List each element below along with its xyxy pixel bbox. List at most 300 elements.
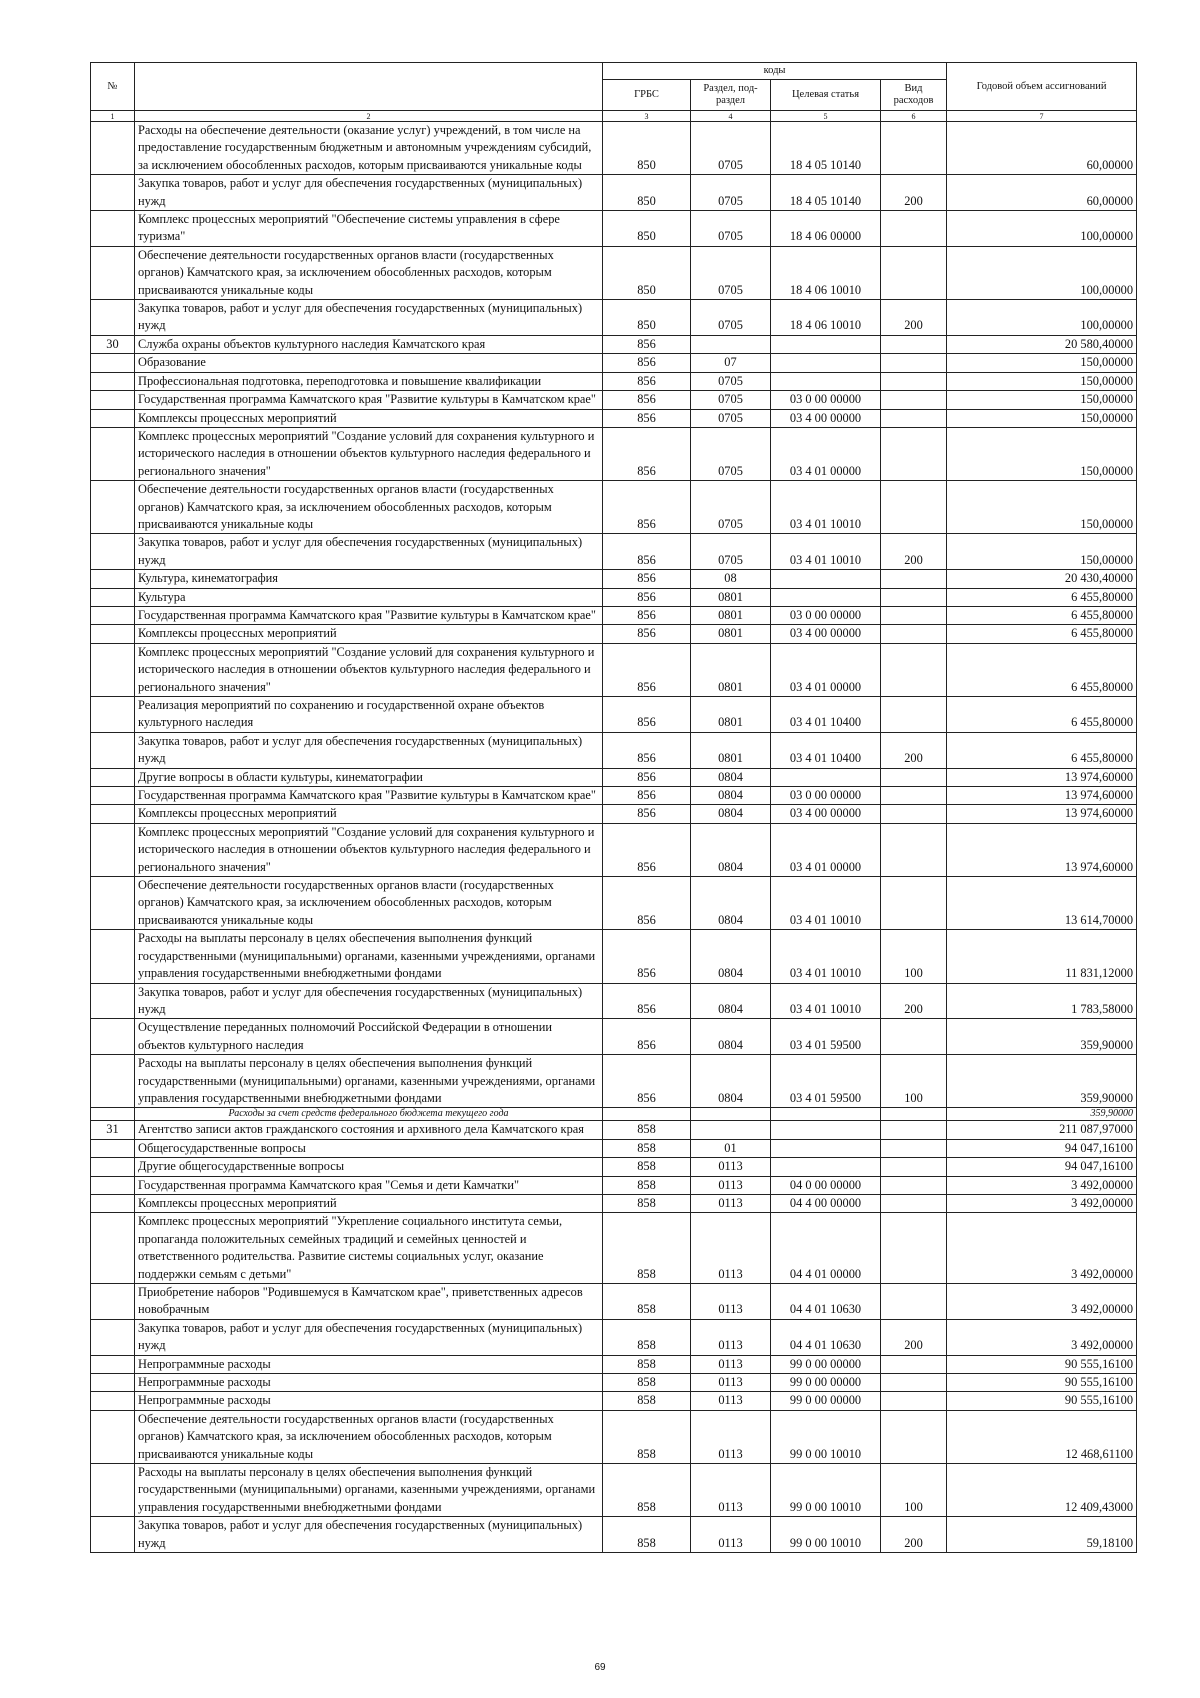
section-code-cell: 0705 bbox=[691, 175, 771, 211]
table-row bbox=[91, 1517, 1137, 1553]
annual-amount-cell: 6 455,80000 bbox=[947, 588, 1137, 606]
expense-kind-cell: 200 bbox=[881, 983, 947, 1019]
target-article-cell: 03 4 00 00000 bbox=[771, 805, 881, 823]
target-article-cell: 04 4 01 10630 bbox=[771, 1319, 881, 1355]
grbs-code-cell: 858 bbox=[603, 1194, 691, 1212]
annual-amount-cell: 359,90000 bbox=[947, 1108, 1137, 1121]
expense-name-cell: Общегосударственные вопросы bbox=[135, 1139, 603, 1157]
annual-amount-cell: 1 783,58000 bbox=[947, 983, 1137, 1019]
grbs-code-cell: 856 bbox=[603, 391, 691, 409]
section-code-cell: 0705 bbox=[691, 391, 771, 409]
annual-amount-cell: 6 455,80000 bbox=[947, 606, 1137, 624]
header-codes: коды bbox=[603, 63, 947, 80]
section-code-cell: 0705 bbox=[691, 246, 771, 299]
expense-kind-cell bbox=[881, 1374, 947, 1392]
section-code-cell: 0804 bbox=[691, 1019, 771, 1055]
expense-kind-cell bbox=[881, 211, 947, 247]
expense-kind-cell: 200 bbox=[881, 1517, 947, 1553]
expense-name-cell: Комплексы процессных мероприятий bbox=[135, 625, 603, 643]
header-name bbox=[135, 63, 603, 111]
section-code-cell: 0113 bbox=[691, 1213, 771, 1284]
expense-kind-cell: 100 bbox=[881, 1464, 947, 1517]
grbs-code-cell: 858 bbox=[603, 1410, 691, 1463]
expense-kind-cell: 200 bbox=[881, 1319, 947, 1355]
section-code-cell: 0804 bbox=[691, 1055, 771, 1108]
row-number-cell bbox=[91, 588, 135, 606]
grbs-code-cell: 858 bbox=[603, 1139, 691, 1157]
row-number-cell bbox=[91, 823, 135, 876]
section-code-cell: 0801 bbox=[691, 643, 771, 696]
row-number-cell bbox=[91, 697, 135, 733]
row-number-cell bbox=[91, 877, 135, 930]
row-number-cell bbox=[91, 372, 135, 390]
target-article-cell bbox=[771, 588, 881, 606]
expense-name-cell: Обеспечение деятельности государственных органов власти (государственных органов) Камчатского края, за исключением обособленных расходов, которым присваиваются уникальные коды bbox=[135, 1410, 603, 1463]
section-code-cell: 0113 bbox=[691, 1176, 771, 1194]
grbs-code-cell: 856 bbox=[603, 570, 691, 588]
table-row bbox=[91, 1213, 1137, 1284]
annual-amount-cell: 6 455,80000 bbox=[947, 625, 1137, 643]
section-code-cell: 0705 bbox=[691, 409, 771, 427]
grbs-code-cell: 856 bbox=[603, 1055, 691, 1108]
header-colnum: 3 bbox=[603, 111, 691, 122]
expense-kind-cell bbox=[881, 427, 947, 480]
target-article-cell: 18 4 06 10010 bbox=[771, 246, 881, 299]
grbs-code-cell: 856 bbox=[603, 335, 691, 353]
header-colnum: 4 bbox=[691, 111, 771, 122]
grbs-code-cell: 856 bbox=[603, 823, 691, 876]
grbs-code-cell: 856 bbox=[603, 372, 691, 390]
grbs-code-cell: 856 bbox=[603, 606, 691, 624]
expense-name-cell: Государственная программа Камчатского края "Развитие культуры в Камчатском крае" bbox=[135, 787, 603, 805]
target-article-cell: 03 4 01 59500 bbox=[771, 1019, 881, 1055]
row-number-cell bbox=[91, 1410, 135, 1463]
section-code-cell: 0804 bbox=[691, 983, 771, 1019]
expense-kind-cell bbox=[881, 372, 947, 390]
table-row bbox=[91, 175, 1137, 211]
table-row bbox=[91, 534, 1137, 570]
row-number-cell bbox=[91, 300, 135, 336]
row-number-cell bbox=[91, 1374, 135, 1392]
section-code-cell: 0801 bbox=[691, 606, 771, 624]
expense-kind-cell bbox=[881, 409, 947, 427]
table-row bbox=[91, 1355, 1137, 1373]
annual-amount-cell: 359,90000 bbox=[947, 1019, 1137, 1055]
grbs-code-cell: 858 bbox=[603, 1517, 691, 1553]
annual-amount-cell: 150,00000 bbox=[947, 372, 1137, 390]
row-number-cell bbox=[91, 481, 135, 534]
table-row bbox=[91, 823, 1137, 876]
annual-amount-cell: 3 492,00000 bbox=[947, 1319, 1137, 1355]
grbs-code-cell: 850 bbox=[603, 246, 691, 299]
row-number-cell bbox=[91, 1055, 135, 1108]
section-code-cell: 0804 bbox=[691, 805, 771, 823]
table-row bbox=[91, 1374, 1137, 1392]
annual-amount-cell: 3 492,00000 bbox=[947, 1213, 1137, 1284]
section-code-cell: 0801 bbox=[691, 588, 771, 606]
grbs-code-cell: 856 bbox=[603, 481, 691, 534]
annual-amount-cell: 6 455,80000 bbox=[947, 732, 1137, 768]
annual-amount-cell: 359,90000 bbox=[947, 1055, 1137, 1108]
section-code-cell: 0113 bbox=[691, 1194, 771, 1212]
table-row bbox=[91, 1464, 1137, 1517]
target-article-cell: 18 4 05 10140 bbox=[771, 122, 881, 175]
section-code-cell: 08 bbox=[691, 570, 771, 588]
expense-name-cell: Образование bbox=[135, 354, 603, 372]
budget-table-sheet bbox=[90, 62, 1136, 1553]
expense-kind-cell: 200 bbox=[881, 175, 947, 211]
section-code-cell: 0705 bbox=[691, 372, 771, 390]
row-number-cell bbox=[91, 1517, 135, 1553]
section-code-cell: 0113 bbox=[691, 1355, 771, 1373]
table-row bbox=[91, 787, 1137, 805]
target-article-cell: 03 4 01 59500 bbox=[771, 1055, 881, 1108]
table-header bbox=[91, 63, 1137, 122]
expense-kind-cell bbox=[881, 1355, 947, 1373]
annual-amount-cell: 150,00000 bbox=[947, 391, 1137, 409]
expense-name-cell: Закупка товаров, работ и услуг для обеспечения государственных (муниципальных) нужд bbox=[135, 983, 603, 1019]
expense-name-cell: Непрограммные расходы bbox=[135, 1374, 603, 1392]
row-number-cell bbox=[91, 427, 135, 480]
annual-amount-cell: 150,00000 bbox=[947, 409, 1137, 427]
expense-name-cell: Профессиональная подготовка, переподготовка и повышение квалификации bbox=[135, 372, 603, 390]
target-article-cell: 18 4 06 10010 bbox=[771, 300, 881, 336]
target-article-cell: 18 4 05 10140 bbox=[771, 175, 881, 211]
expense-kind-cell bbox=[881, 625, 947, 643]
grbs-code-cell: 856 bbox=[603, 805, 691, 823]
expense-name-cell: Закупка товаров, работ и услуг для обеспечения государственных (муниципальных) нужд bbox=[135, 175, 603, 211]
table-row bbox=[91, 732, 1137, 768]
expense-kind-cell bbox=[881, 787, 947, 805]
target-article-cell: 03 4 00 00000 bbox=[771, 409, 881, 427]
expense-name-cell: Непрограммные расходы bbox=[135, 1355, 603, 1373]
grbs-code-cell: 856 bbox=[603, 768, 691, 786]
target-article-cell: 99 0 00 00000 bbox=[771, 1374, 881, 1392]
expense-name-cell: Осуществление переданных полномочий Российской Федерации в отношении объектов культурного наследия bbox=[135, 1019, 603, 1055]
row-number-cell bbox=[91, 606, 135, 624]
table-row bbox=[91, 246, 1137, 299]
row-number-cell bbox=[91, 409, 135, 427]
header-grbs: ГРБС bbox=[603, 80, 691, 111]
expense-kind-cell bbox=[881, 1158, 947, 1176]
header-total: Годовой объем ассигнований bbox=[947, 63, 1137, 111]
row-number-cell bbox=[91, 1019, 135, 1055]
table-row bbox=[91, 391, 1137, 409]
grbs-code-cell: 858 bbox=[603, 1284, 691, 1320]
table-row bbox=[91, 697, 1137, 733]
row-number-cell bbox=[91, 625, 135, 643]
header-colnum: 2 bbox=[135, 111, 603, 122]
table-row bbox=[91, 877, 1137, 930]
table-row bbox=[91, 1284, 1137, 1320]
section-code-cell: 0801 bbox=[691, 697, 771, 733]
expense-name-cell: Обеспечение деятельности государственных органов власти (государственных органов) Камчатского края, за исключением обособленных расходов, которым присваиваются уникальные коды bbox=[135, 877, 603, 930]
section-code-cell: 0113 bbox=[691, 1464, 771, 1517]
expense-name-cell: Расходы на выплаты персоналу в целях обеспечения выполнения функций государственными (муниципальными) органами, казенными учреждениями, органами управления государственными внебюджетными фондами bbox=[135, 1055, 603, 1108]
target-article-cell: 03 4 01 10010 bbox=[771, 877, 881, 930]
header-kind: Вид расходов bbox=[881, 80, 947, 111]
expense-kind-cell bbox=[881, 1139, 947, 1157]
target-article-cell: 04 4 01 00000 bbox=[771, 1213, 881, 1284]
expense-name-cell: Государственная программа Камчатского края "Семья и дети Камчатки" bbox=[135, 1176, 603, 1194]
expense-kind-cell bbox=[881, 606, 947, 624]
section-code-cell: 0705 bbox=[691, 300, 771, 336]
row-number-cell bbox=[91, 732, 135, 768]
table-row bbox=[91, 768, 1137, 786]
target-article-cell bbox=[771, 570, 881, 588]
section-code-cell: 01 bbox=[691, 1139, 771, 1157]
table-row bbox=[91, 122, 1137, 175]
target-article-cell: 03 4 00 00000 bbox=[771, 625, 881, 643]
expense-name-cell: Комплексы процессных мероприятий bbox=[135, 409, 603, 427]
table-row bbox=[91, 930, 1137, 983]
target-article-cell: 18 4 06 00000 bbox=[771, 211, 881, 247]
budget-table bbox=[90, 62, 1137, 1553]
expense-name-cell: Служба охраны объектов культурного наследия Камчатского края bbox=[135, 335, 603, 353]
expense-name-cell: Другие общегосударственные вопросы bbox=[135, 1158, 603, 1176]
expense-kind-cell bbox=[881, 1410, 947, 1463]
expense-kind-cell bbox=[881, 768, 947, 786]
header-target: Целевая статья bbox=[771, 80, 881, 111]
section-code-cell: 0113 bbox=[691, 1392, 771, 1410]
row-number-cell bbox=[91, 354, 135, 372]
table-body bbox=[91, 122, 1137, 1553]
expense-kind-cell bbox=[881, 1108, 947, 1121]
expense-kind-cell bbox=[881, 877, 947, 930]
header-colnum: 5 bbox=[771, 111, 881, 122]
table-row bbox=[91, 1176, 1137, 1194]
section-code-cell: 0804 bbox=[691, 877, 771, 930]
target-article-cell: 99 0 00 00000 bbox=[771, 1392, 881, 1410]
grbs-code-cell: 850 bbox=[603, 300, 691, 336]
table-row bbox=[91, 354, 1137, 372]
section-code-cell: 0801 bbox=[691, 625, 771, 643]
section-code-cell: 0705 bbox=[691, 211, 771, 247]
section-code-cell: 0705 bbox=[691, 122, 771, 175]
row-number-cell: 30 bbox=[91, 335, 135, 353]
row-number-cell bbox=[91, 1213, 135, 1284]
target-article-cell: 03 4 01 10010 bbox=[771, 481, 881, 534]
table-row bbox=[91, 1319, 1137, 1355]
expense-kind-cell: 100 bbox=[881, 930, 947, 983]
section-code-cell: 0804 bbox=[691, 768, 771, 786]
grbs-code-cell: 856 bbox=[603, 354, 691, 372]
grbs-code-cell: 856 bbox=[603, 697, 691, 733]
expense-name-cell: Закупка товаров, работ и услуг для обеспечения государственных (муниципальных) нужд bbox=[135, 732, 603, 768]
table-row bbox=[91, 1410, 1137, 1463]
target-article-cell: 03 4 01 00000 bbox=[771, 823, 881, 876]
expense-name-cell: Реализация мероприятий по сохранению и государственной охране объектов культурного наследия bbox=[135, 697, 603, 733]
row-number-cell bbox=[91, 1176, 135, 1194]
expense-kind-cell bbox=[881, 391, 947, 409]
annual-amount-cell: 12 468,61100 bbox=[947, 1410, 1137, 1463]
table-row bbox=[91, 427, 1137, 480]
header-colnum: 6 bbox=[881, 111, 947, 122]
expense-name-cell: Закупка товаров, работ и услуг для обеспечения государственных (муниципальных) нужд bbox=[135, 534, 603, 570]
target-article-cell bbox=[771, 1121, 881, 1139]
grbs-code-cell: 856 bbox=[603, 625, 691, 643]
annual-amount-cell: 150,00000 bbox=[947, 481, 1137, 534]
expense-name-cell: Комплекс процессных мероприятий "Создание условий для сохранения культурного и исторического наследия в отношении объектов культурного наследия федерального и регионального значения" bbox=[135, 643, 603, 696]
expense-name-cell: Обеспечение деятельности государственных органов власти (государственных органов) Камчатского края, за исключением обособленных расходов, которым присваиваются уникальные коды bbox=[135, 481, 603, 534]
annual-amount-cell: 150,00000 bbox=[947, 354, 1137, 372]
expense-kind-cell bbox=[881, 1194, 947, 1212]
row-number-cell bbox=[91, 211, 135, 247]
grbs-code-cell bbox=[603, 1108, 691, 1121]
table-row bbox=[91, 211, 1137, 247]
grbs-code-cell: 856 bbox=[603, 732, 691, 768]
section-code-cell bbox=[691, 1121, 771, 1139]
expense-kind-cell bbox=[881, 1284, 947, 1320]
annual-amount-cell: 11 831,12000 bbox=[947, 930, 1137, 983]
table-row bbox=[91, 1139, 1137, 1157]
table-row bbox=[91, 481, 1137, 534]
grbs-code-cell: 856 bbox=[603, 409, 691, 427]
annual-amount-cell: 20 430,40000 bbox=[947, 570, 1137, 588]
annual-amount-cell: 100,00000 bbox=[947, 246, 1137, 299]
table-row bbox=[91, 1121, 1137, 1139]
table-row bbox=[91, 1392, 1137, 1410]
target-article-cell: 99 0 00 10010 bbox=[771, 1517, 881, 1553]
expense-name-cell: Расходы на выплаты персоналу в целях обеспечения выполнения функций государственными (муниципальными) органами, казенными учреждениями, органами управления государственными внебюджетными фондами bbox=[135, 1464, 603, 1517]
annual-amount-cell: 60,00000 bbox=[947, 122, 1137, 175]
expense-name-cell: Непрограммные расходы bbox=[135, 1392, 603, 1410]
row-number-cell bbox=[91, 643, 135, 696]
row-number-cell bbox=[91, 1319, 135, 1355]
section-code-cell: 0804 bbox=[691, 787, 771, 805]
expense-kind-cell bbox=[881, 823, 947, 876]
annual-amount-cell: 90 555,16100 bbox=[947, 1392, 1137, 1410]
grbs-code-cell: 858 bbox=[603, 1355, 691, 1373]
section-code-cell: 0804 bbox=[691, 930, 771, 983]
annual-amount-cell: 211 087,97000 bbox=[947, 1121, 1137, 1139]
grbs-code-cell: 856 bbox=[603, 983, 691, 1019]
expense-name-cell: Комплекс процессных мероприятий "Укрепление социального института семьи, пропаганда положительных семейных традиций и семейных ценностей и ответственного родительства. Развитие системы социальных услуг, оказание поддержки семьям с детьми" bbox=[135, 1213, 603, 1284]
annual-amount-cell: 13 974,60000 bbox=[947, 787, 1137, 805]
row-number-cell bbox=[91, 983, 135, 1019]
grbs-code-cell: 856 bbox=[603, 643, 691, 696]
annual-amount-cell: 3 492,00000 bbox=[947, 1176, 1137, 1194]
target-article-cell: 03 4 01 10010 bbox=[771, 983, 881, 1019]
table-row bbox=[91, 983, 1137, 1019]
row-number-cell bbox=[91, 1284, 135, 1320]
table-row bbox=[91, 1194, 1137, 1212]
table-row bbox=[91, 1158, 1137, 1176]
section-code-cell: 0113 bbox=[691, 1284, 771, 1320]
target-article-cell bbox=[771, 1158, 881, 1176]
annual-amount-cell: 20 580,40000 bbox=[947, 335, 1137, 353]
grbs-code-cell: 858 bbox=[603, 1319, 691, 1355]
grbs-code-cell: 856 bbox=[603, 930, 691, 983]
row-number-cell bbox=[91, 175, 135, 211]
expense-name-cell: Закупка товаров, работ и услуг для обеспечения государственных (муниципальных) нужд bbox=[135, 1319, 603, 1355]
expense-name-cell: Комплексы процессных мероприятий bbox=[135, 1194, 603, 1212]
expense-kind-cell bbox=[881, 1121, 947, 1139]
grbs-code-cell: 850 bbox=[603, 211, 691, 247]
grbs-code-cell: 858 bbox=[603, 1121, 691, 1139]
expense-kind-cell bbox=[881, 643, 947, 696]
target-article-cell: 03 0 00 00000 bbox=[771, 606, 881, 624]
expense-kind-cell: 200 bbox=[881, 300, 947, 336]
target-article-cell: 03 4 01 00000 bbox=[771, 427, 881, 480]
row-number-cell bbox=[91, 534, 135, 570]
table-row bbox=[91, 335, 1137, 353]
row-number-cell: 31 bbox=[91, 1121, 135, 1139]
expense-kind-cell bbox=[881, 481, 947, 534]
expense-kind-cell bbox=[881, 1019, 947, 1055]
expense-kind-cell bbox=[881, 246, 947, 299]
target-article-cell: 03 0 00 00000 bbox=[771, 787, 881, 805]
note-row bbox=[91, 1108, 1137, 1121]
annual-amount-cell: 150,00000 bbox=[947, 534, 1137, 570]
page-number: 69 bbox=[594, 1662, 606, 1673]
expense-kind-cell bbox=[881, 1213, 947, 1284]
row-number-cell bbox=[91, 805, 135, 823]
target-article-cell: 03 4 01 10010 bbox=[771, 534, 881, 570]
table-row bbox=[91, 805, 1137, 823]
grbs-code-cell: 856 bbox=[603, 534, 691, 570]
expense-name-cell: Агентство записи актов гражданского состояния и архивного дела Камчатского края bbox=[135, 1121, 603, 1139]
annual-amount-cell: 13 974,60000 bbox=[947, 768, 1137, 786]
grbs-code-cell: 858 bbox=[603, 1158, 691, 1176]
annual-amount-cell: 59,18100 bbox=[947, 1517, 1137, 1553]
section-code-cell: 0705 bbox=[691, 534, 771, 570]
expense-name-cell: Другие вопросы в области культуры, кинематографии bbox=[135, 768, 603, 786]
section-code-cell: 0804 bbox=[691, 823, 771, 876]
row-number-cell bbox=[91, 1392, 135, 1410]
annual-amount-cell: 94 047,16100 bbox=[947, 1139, 1137, 1157]
target-article-cell: 99 0 00 10010 bbox=[771, 1410, 881, 1463]
header-section: Раздел, под-раздел bbox=[691, 80, 771, 111]
target-article-cell: 03 4 01 00000 bbox=[771, 643, 881, 696]
target-article-cell bbox=[771, 354, 881, 372]
row-number-cell bbox=[91, 391, 135, 409]
table-row bbox=[91, 1055, 1137, 1108]
annual-amount-cell: 90 555,16100 bbox=[947, 1355, 1137, 1373]
target-article-cell bbox=[771, 372, 881, 390]
annual-amount-cell: 13 974,60000 bbox=[947, 805, 1137, 823]
expense-kind-cell bbox=[881, 588, 947, 606]
target-article-cell bbox=[771, 1139, 881, 1157]
expense-kind-cell bbox=[881, 354, 947, 372]
annual-amount-cell: 100,00000 bbox=[947, 211, 1137, 247]
section-code-cell: 0113 bbox=[691, 1374, 771, 1392]
grbs-code-cell: 856 bbox=[603, 787, 691, 805]
annual-amount-cell: 100,00000 bbox=[947, 300, 1137, 336]
annual-amount-cell: 12 409,43000 bbox=[947, 1464, 1137, 1517]
target-article-cell: 99 0 00 00000 bbox=[771, 1355, 881, 1373]
grbs-code-cell: 856 bbox=[603, 588, 691, 606]
expense-name-cell: Расходы на обеспечение деятельности (оказание услуг) учреждений, в том числе на предоставление государственным бюджетным и автономным учреждениям субсидий, за исключением обособленных расходов, которым присваиваются уникальные коды bbox=[135, 122, 603, 175]
expense-kind-cell bbox=[881, 570, 947, 588]
table-row bbox=[91, 372, 1137, 390]
expense-name-cell: Расходы на выплаты персоналу в целях обеспечения выполнения функций государственными (муниципальными) органами, казенными учреждениями, органами управления государственными внебюджетными фондами bbox=[135, 930, 603, 983]
target-article-cell: 99 0 00 10010 bbox=[771, 1464, 881, 1517]
row-number-cell bbox=[91, 1158, 135, 1176]
expense-name-cell: Культура bbox=[135, 588, 603, 606]
target-article-cell bbox=[771, 1108, 881, 1121]
expense-kind-cell bbox=[881, 1392, 947, 1410]
header-colnum: 1 bbox=[91, 111, 135, 122]
row-number-cell bbox=[91, 1139, 135, 1157]
expense-kind-cell bbox=[881, 805, 947, 823]
section-code-cell bbox=[691, 335, 771, 353]
annual-amount-cell: 13 974,60000 bbox=[947, 823, 1137, 876]
expense-name-cell: Закупка товаров, работ и услуг для обеспечения государственных (муниципальных) нужд bbox=[135, 300, 603, 336]
annual-amount-cell: 6 455,80000 bbox=[947, 697, 1137, 733]
target-article-cell: 03 0 00 00000 bbox=[771, 391, 881, 409]
table-row bbox=[91, 643, 1137, 696]
